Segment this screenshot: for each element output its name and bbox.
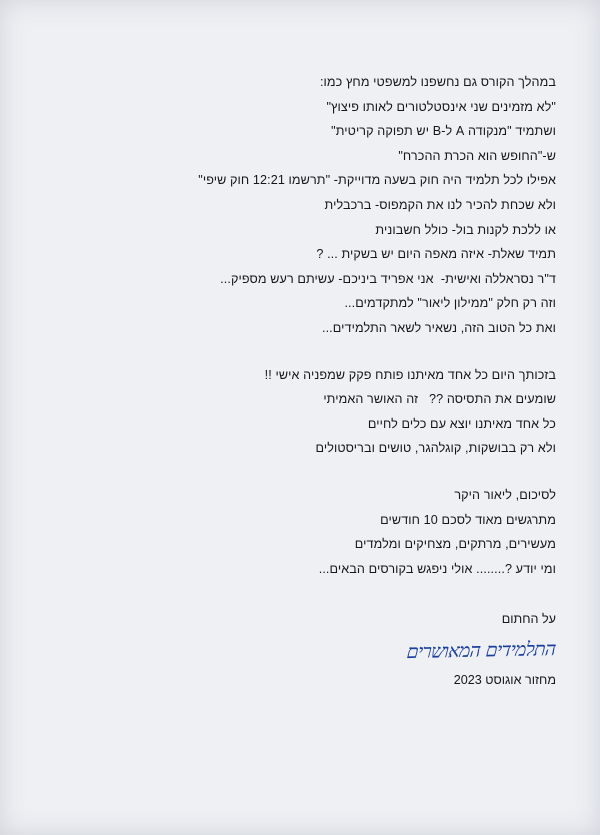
text-line: תמיד שאלת- איזה מאפה היום יש בשקית ... ? xyxy=(316,247,556,262)
text-line: במהלך הקורס גם נחשפנו למשפטי מחץ כמו: xyxy=(319,75,556,89)
signoff-label: על החתום xyxy=(501,612,556,627)
signoff-block xyxy=(44,607,556,692)
text-line: ש-"החופש הוא הכרת ההכרח" xyxy=(398,148,556,163)
text-line: אפילו לכל תלמיד היה חוק בשעה מדוייקת- "תרשמו 12:21 חוק שיפי" xyxy=(198,173,556,188)
paragraph-spacer xyxy=(44,461,556,483)
paragraph-spacer xyxy=(44,341,556,363)
text-line: ולא שכחת להכיר לנו את הקמפוס- ברכבלית xyxy=(324,197,556,212)
text-line: ומי יודע ?........ אולי ניפגש בקורסים הבאים... xyxy=(318,561,556,576)
text-line: או ללכת לקנות בול- כולל חשבונית xyxy=(375,222,556,237)
text-line: בזכותך היום כל אחד מאיתנו פותח פקק שמפניה אישי !! xyxy=(264,367,556,382)
text-line: כל אחד מאיתנו יוצא עם כלים לחיים xyxy=(367,416,556,431)
paragraph-1 xyxy=(44,70,556,341)
text-line: "לא מזמינים שני אינסטלטורים לאותו פיצוץ" xyxy=(326,99,556,114)
signoff-date: מחזור אוגוסט 2023 xyxy=(453,672,556,687)
text-line: וזה רק חלק "ממילון ליאור" למתקדמים... xyxy=(344,296,556,311)
text-line: לסיכום, ליאור היקר xyxy=(454,487,556,502)
text-line: מעשירים, מרתקים, מצחיקים ומלמדים xyxy=(354,537,556,552)
text-line: ושתמיד "מנקודה A ל-B יש תפוקה קריטית" xyxy=(331,124,556,139)
text-line: ולא רק בבושקות, קוגלהגר, טושים ובריסטולים xyxy=(315,441,556,456)
text-line: שומעים את התסיסה ?? זה האושר האמיתי xyxy=(323,392,556,407)
handwritten-signature: התלמידים המאושרים xyxy=(406,637,557,663)
paragraph-3 xyxy=(44,483,556,581)
text-line: מתרגשים מאוד לסכם 10 חודשים xyxy=(380,512,556,527)
paragraph-2 xyxy=(44,363,556,461)
text-line: ד"ר נסראללה ואישית- אני אפריד ביניכם- עשיתם רעש מספיק... xyxy=(220,271,556,286)
text-line: ואת כל הטוב הזה, נשאיר לשאר התלמידים... xyxy=(321,320,556,335)
